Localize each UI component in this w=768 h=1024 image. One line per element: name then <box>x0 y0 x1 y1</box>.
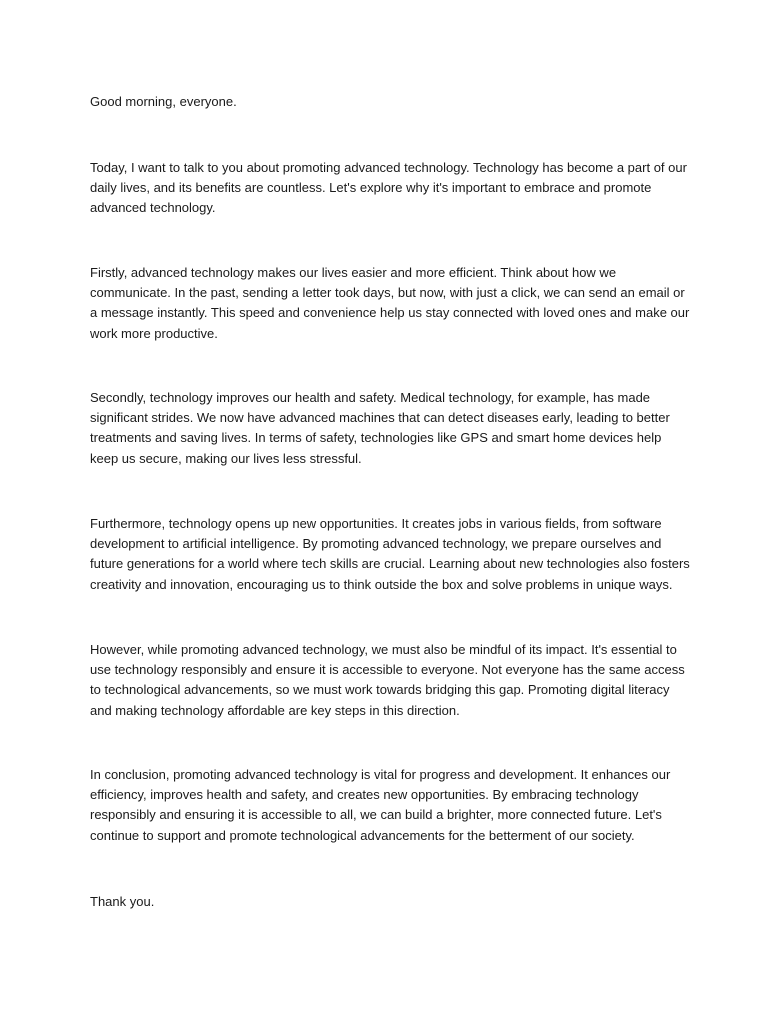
health-safety-paragraph: Secondly, technology improves our health and safety. Medical technology, for example, has made significant strides. We now have advanced machines that can detect diseases early, leading to better treatments and saving lives. In terms of safety, technologies like GPS and smart home devices help keep us secure, making our lives less stressful. <box>90 390 670 466</box>
efficiency-paragraph: Firstly, advanced technology makes our lives easier and more efficient. Think about how we communicate. In the past, sending a letter took days, but now, with just a click, we can send an email or a message instantly. This speed and convenience help us stay connected with loved ones and make our work more productive. <box>90 265 690 341</box>
greeting-paragraph: Good morning, everyone. <box>90 94 237 109</box>
closing-paragraph: Thank you. <box>90 894 155 909</box>
conclusion-paragraph: In conclusion, promoting advanced technology is vital for progress and development. It enhances our efficiency, improves health and safety, and creates new opportunities. By embracing technology responsibly and ensuring it is accessible to all, we can build a brighter, more connected future. Let's continue to support and promote technological advancements for the betterment of our society. <box>90 767 671 843</box>
opportunities-paragraph: Furthermore, technology opens up new opportunities. It creates jobs in various fields, from software development to artificial intelligence. By promoting advanced technology, we prepare ourselves and future generations for a world where tech skills are crucial. Learning about new technologies also fosters creativity and innovation, encouraging us to think outside the box and solve problems in unique ways. <box>90 516 690 592</box>
intro-paragraph: Today, I want to talk to you about promoting advanced technology. Technology has become a part of our daily lives, and its benefits are countless. Let's explore why it's important to embrace and promote advanced technology. <box>90 160 687 216</box>
responsibility-paragraph: However, while promoting advanced technology, we must also be mindful of its impact. It's essential to use technology responsibly and ensure it is accessible to everyone. Not everyone has the same access to technological advancements, so we must work towards bridging this gap. Promoting digital literacy and making technology affordable are key steps in this direction. <box>90 642 685 718</box>
